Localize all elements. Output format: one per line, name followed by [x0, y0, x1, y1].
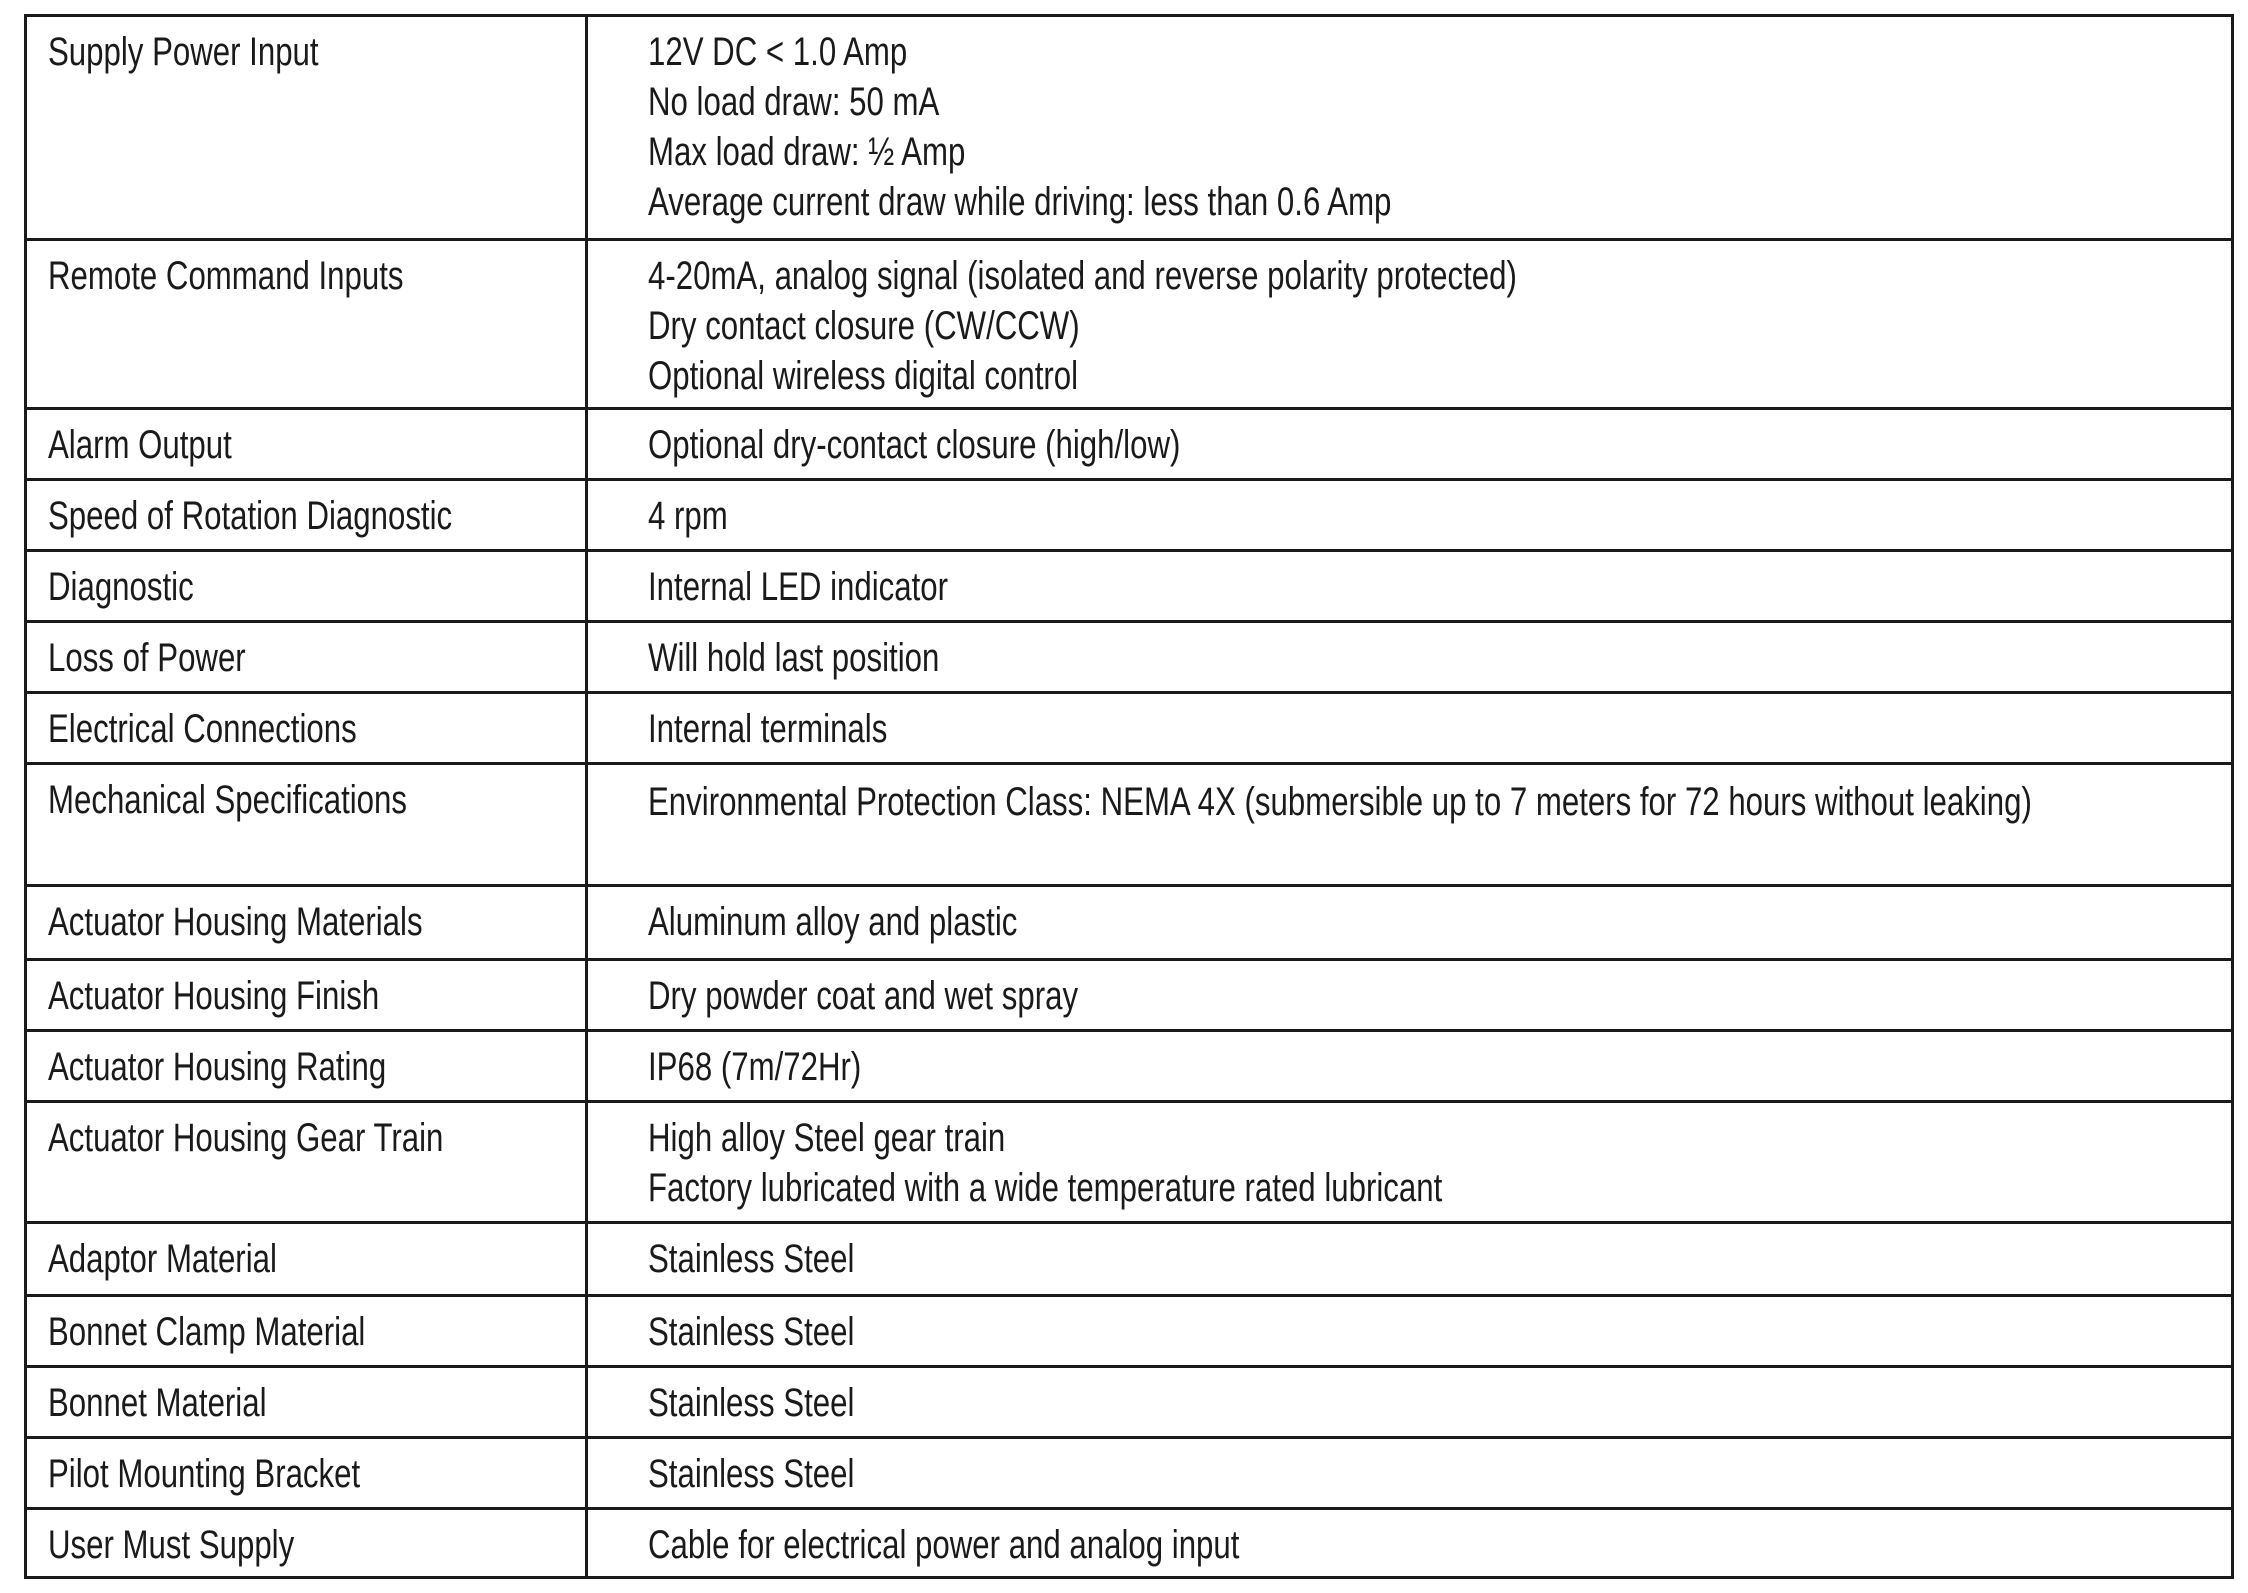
spec-label-cell	[26, 240, 587, 409]
spec-value-cell	[587, 1031, 2233, 1102]
spec-label-cell	[26, 480, 587, 551]
spec-label: Speed of Rotation Diagnostic	[48, 494, 453, 538]
spec-value: Environmental Protection Class: NEMA 4X (submersible up to 7 meters for 72 hours without leaking)	[648, 780, 2032, 824]
table-row	[26, 622, 2233, 693]
spec-value-cell	[587, 409, 2233, 480]
spec-label-cell	[26, 1223, 587, 1296]
spec-value: Internal terminals	[648, 707, 888, 751]
spec-value-cell	[587, 240, 2233, 409]
spec-label: Diagnostic	[48, 565, 194, 609]
spec-label-cell	[26, 1509, 587, 1578]
spec-value-cell	[587, 960, 2233, 1031]
spec-label-cell	[26, 1438, 587, 1509]
spec-value-cell	[587, 1296, 2233, 1367]
spec-value-cell	[587, 1509, 2233, 1578]
spec-label: Actuator Housing Materials	[48, 900, 423, 944]
spec-label: Adaptor Material	[48, 1237, 277, 1281]
spec-value: Stainless Steel	[648, 1310, 855, 1354]
spec-label-cell	[26, 1031, 587, 1102]
spec-value: Will hold last position	[648, 636, 940, 680]
spec-value: Internal LED indicator	[648, 565, 949, 609]
spec-value: Stainless Steel	[648, 1237, 855, 1281]
spec-value-cell	[587, 622, 2233, 693]
spec-label: Remote Command Inputs	[48, 254, 404, 298]
table-row	[26, 693, 2233, 764]
spec-value-cell	[587, 1223, 2233, 1296]
spec-value: 4-20mA, analog signal (isolated and reverse polarity protected)	[648, 254, 1517, 298]
spec-label: Actuator Housing Gear Train	[48, 1116, 444, 1160]
table-row	[26, 409, 2233, 480]
table-row	[26, 480, 2233, 551]
spec-label-cell	[26, 622, 587, 693]
spec-value-cell	[587, 886, 2233, 960]
spec-label: Actuator Housing Finish	[48, 974, 380, 1018]
spec-label: Pilot Mounting Bracket	[48, 1452, 361, 1496]
table-row	[26, 1223, 2233, 1296]
spec-label-cell	[26, 886, 587, 960]
table-row	[26, 1438, 2233, 1509]
spec-label: Electrical Connections	[48, 707, 357, 751]
spec-value: Dry contact closure (CW/CCW)	[648, 304, 1080, 348]
spec-label: Mechanical Specifications	[48, 778, 407, 822]
spec-value: Average current draw while driving: less than 0.6 Amp	[648, 180, 1392, 224]
table-row	[26, 240, 2233, 409]
spec-value-cell	[587, 1367, 2233, 1438]
spec-label-cell	[26, 1102, 587, 1223]
spec-value: Stainless Steel	[648, 1381, 855, 1425]
spec-label: Supply Power Input	[48, 30, 319, 74]
spec-label-cell	[26, 16, 587, 240]
spec-value: No load draw: 50 mA	[648, 80, 940, 124]
spec-label: User Must Supply	[48, 1523, 295, 1567]
table-row	[26, 1031, 2233, 1102]
spec-value: Dry powder coat and wet spray	[648, 974, 1079, 1018]
spec-value-cell	[587, 480, 2233, 551]
spec-value: 12V DC < 1.0 Amp	[648, 30, 908, 74]
table-row	[26, 1296, 2233, 1367]
table-row	[26, 1102, 2233, 1223]
spec-label: Loss of Power	[48, 636, 246, 680]
spec-label: Alarm Output	[48, 423, 232, 467]
spec-label: Bonnet Clamp Material	[48, 1310, 366, 1354]
spec-value: 4 rpm	[648, 494, 728, 538]
spec-value-cell	[587, 1438, 2233, 1509]
spec-value: Aluminum alloy and plastic	[648, 900, 1018, 944]
spec-label-cell	[26, 693, 587, 764]
spec-value-cell	[587, 1102, 2233, 1223]
spec-value-cell	[587, 551, 2233, 622]
table-row	[26, 1367, 2233, 1438]
spec-label-cell	[26, 409, 587, 480]
table-row	[26, 1509, 2233, 1578]
spec-label-cell	[26, 960, 587, 1031]
spec-value: Optional dry-contact closure (high/low)	[648, 423, 1181, 467]
spec-value: Max load draw: ½ Amp	[648, 130, 966, 174]
spec-value: Optional wireless digital control	[648, 354, 1079, 398]
spec-value-cell	[587, 16, 2233, 240]
spec-label: Actuator Housing Rating	[48, 1045, 387, 1089]
spec-value-cell	[587, 693, 2233, 764]
spec-label: Bonnet Material	[48, 1381, 267, 1425]
table-row	[26, 886, 2233, 960]
spec-table	[24, 14, 2234, 1579]
table-row	[26, 764, 2233, 886]
spec-label-cell	[26, 1367, 587, 1438]
table-row	[26, 551, 2233, 622]
table-row	[26, 960, 2233, 1031]
spec-value: Cable for electrical power and analog input	[648, 1523, 1240, 1567]
spec-value: Stainless Steel	[648, 1452, 855, 1496]
spec-label-cell	[26, 764, 587, 886]
table-row	[26, 16, 2233, 240]
spec-value-cell	[587, 764, 2233, 886]
spec-value: Factory lubricated with a wide temperature rated lubricant	[648, 1166, 1443, 1210]
spec-label-cell	[26, 1296, 587, 1367]
spec-value: IP68 (7m/72Hr)	[648, 1045, 862, 1089]
spec-label-cell	[26, 551, 587, 622]
spec-value: High alloy Steel gear train	[648, 1116, 1006, 1160]
